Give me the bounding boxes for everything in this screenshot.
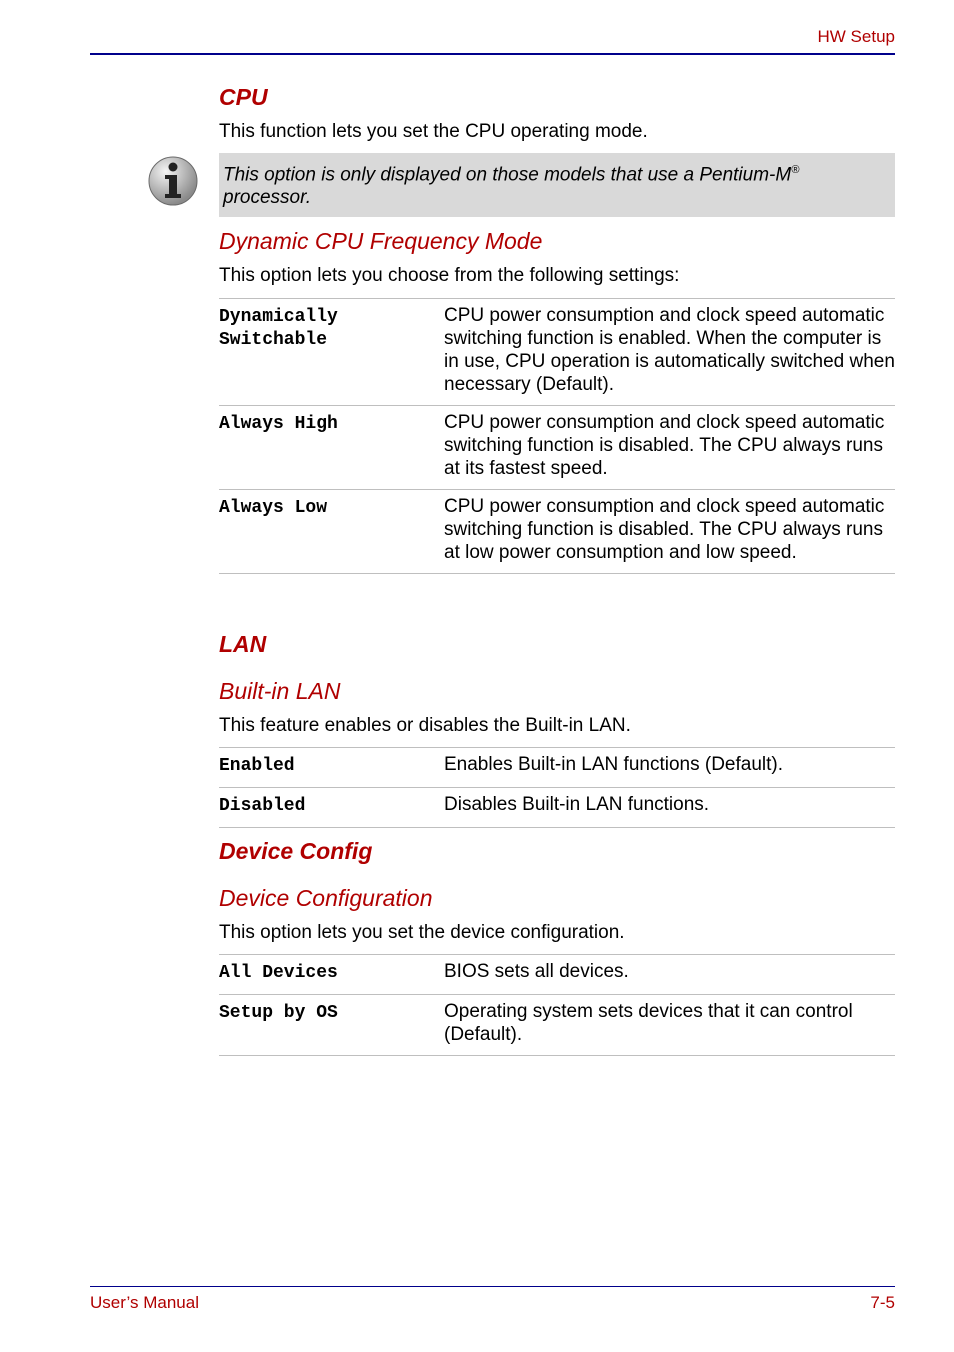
option-key: Always Low <box>219 490 444 574</box>
lan-heading: LAN <box>219 631 267 657</box>
table-row <box>219 490 895 574</box>
note-text: This option is only displayed on those models that use a Pentium-M <box>223 164 792 186</box>
option-key <box>219 299 444 406</box>
option-desc: CPU power consumption and clock speed automatic switching function is disabled. The CPU always runs at low power consumption and low speed. <box>444 490 895 574</box>
option-desc: Operating system sets devices that it can control (Default). <box>444 995 895 1056</box>
table-row <box>219 406 895 490</box>
device-subheading: Device Configuration <box>219 885 433 911</box>
option-desc: BIOS sets all devices. <box>444 955 895 995</box>
device-options-table <box>219 954 895 1056</box>
info-icon <box>148 156 198 206</box>
registered-mark: ® <box>791 164 800 176</box>
table-row <box>219 299 895 406</box>
cpu-intro: This function lets you set the CPU operating mode. <box>219 121 648 142</box>
footer-rule <box>90 1286 895 1287</box>
option-desc: CPU power consumption and clock speed automatic switching function is disabled. The CPU always runs at its fastest speed. <box>444 406 895 490</box>
option-key-line: Dynamically <box>219 307 338 327</box>
table-row <box>219 748 895 788</box>
cpu-options-table <box>219 298 895 574</box>
option-desc: Enables Built-in LAN functions (Default). <box>444 748 895 788</box>
device-heading: Device Config <box>219 838 373 864</box>
header-rule <box>90 53 895 55</box>
option-key-line: Switchable <box>219 330 328 350</box>
note-box <box>219 153 895 217</box>
lan-options-table <box>219 747 895 828</box>
lan-intro: This feature enables or disables the Built-in LAN. <box>219 715 631 736</box>
option-key: All Devices <box>219 955 444 995</box>
lan-subheading: Built-in LAN <box>219 678 341 704</box>
table-row <box>219 788 895 828</box>
cpu-sub-intro: This option lets you choose from the following settings: <box>219 265 680 286</box>
table-row <box>219 995 895 1056</box>
option-key: Always High <box>219 406 444 490</box>
footer-manual-title: User’s Manual <box>90 1293 199 1312</box>
page-number: 7-5 <box>870 1293 895 1312</box>
option-key: Enabled <box>219 748 444 788</box>
option-desc: Disables Built-in LAN functions. <box>444 788 895 828</box>
option-key: Setup by OS <box>219 995 444 1056</box>
option-key: Disabled <box>219 788 444 828</box>
option-desc: CPU power consumption and clock speed automatic switching function is enabled. When the computer is in use, CPU operation is automatically switched when necessary (Default). <box>444 299 895 406</box>
cpu-heading: CPU <box>219 84 268 110</box>
cpu-subheading: Dynamic CPU Frequency Mode <box>219 228 543 254</box>
note-text-tail: processor. <box>223 187 311 209</box>
table-row <box>219 955 895 995</box>
running-header: HW Setup <box>817 27 895 46</box>
device-intro: This option lets you set the device configuration. <box>219 922 625 943</box>
